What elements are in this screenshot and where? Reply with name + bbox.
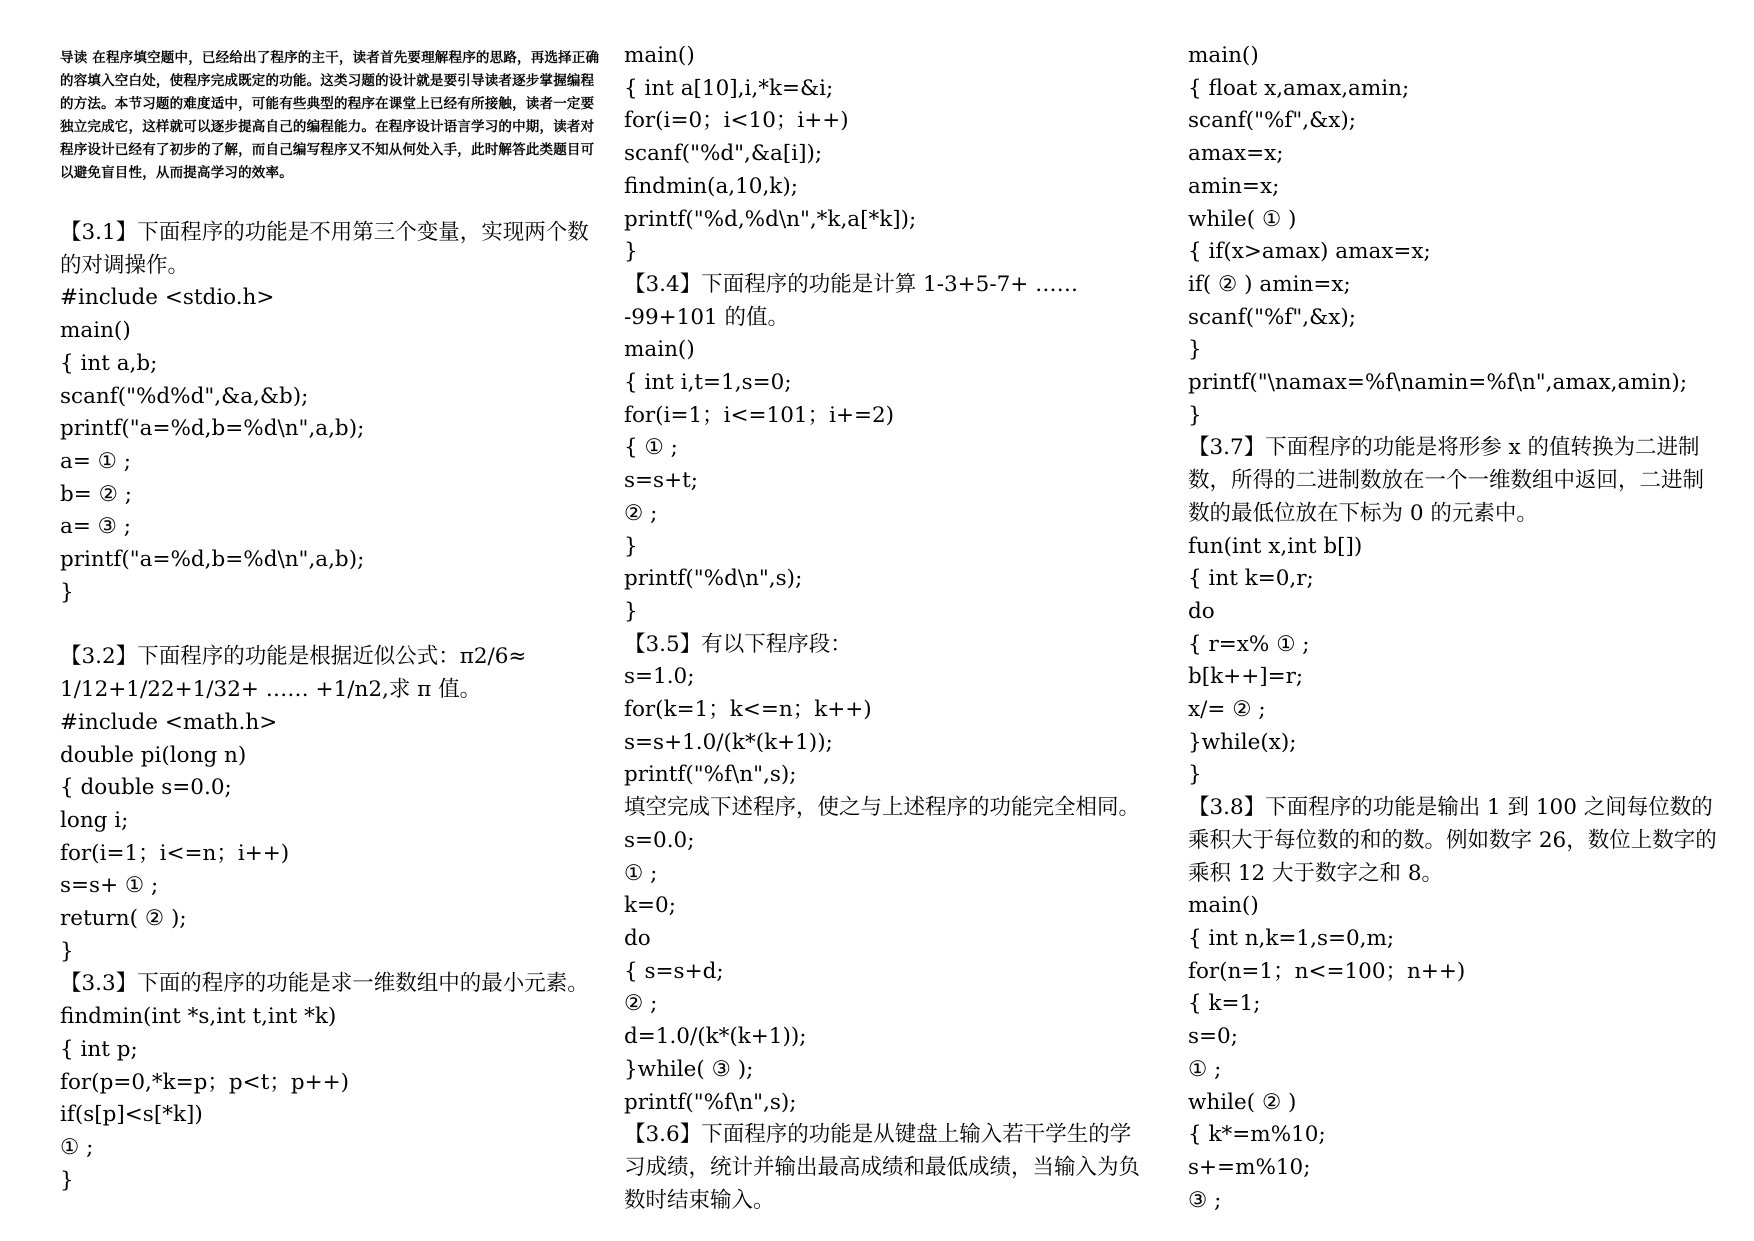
column-left	[60, 40, 600, 1197]
code-line: main()	[624, 43, 695, 68]
code-line: if(s[p]<s[*k])	[60, 1102, 203, 1128]
code-line: while( ① )	[1188, 206, 1297, 232]
code-line: ② ;	[624, 991, 658, 1017]
code-line: printf("%f\n",s);	[624, 762, 797, 788]
code-line: { int a,b;	[60, 350, 158, 376]
question-3-1	[60, 217, 600, 282]
code-line: #include <math.h>	[60, 709, 278, 735]
code-line: double pi(long n)	[60, 742, 247, 768]
code-line: scanf("%f",&x);	[1188, 108, 1356, 134]
code-line: }	[624, 598, 638, 624]
code-line: s=0.0;	[624, 827, 695, 853]
question-3-3	[60, 968, 600, 1001]
code-3-2	[60, 707, 600, 969]
question-3-5	[624, 629, 1164, 662]
code-line: b= ② ;	[60, 481, 132, 507]
question-text-line: 【3.7】下面程序的功能是将形参 x 的值转换为二进制	[1188, 435, 1700, 461]
code-line: s=s+ ① ;	[60, 873, 159, 899]
column-middle	[624, 40, 1164, 1217]
code-line: { float x,amax,amin;	[1188, 75, 1410, 101]
code-line: amax=x;	[1188, 141, 1284, 167]
code-line: { k=1;	[1188, 991, 1261, 1017]
code-line: }	[1188, 402, 1202, 428]
code-line: printf("a=%d,b=%d\n",a,b);	[60, 416, 365, 442]
question-text-line: 乘积大于每位数的和的数。例如数字 26，数位上数字的	[1188, 827, 1717, 853]
question-3-7	[1188, 432, 1736, 530]
code-line: s=s+1.0/(k*(k+1));	[624, 729, 833, 755]
question-text-line: 【3.1】下面程序的功能是不用第三个变量，实现两个数	[60, 220, 589, 245]
code-line: scanf("%d",&a[i]);	[624, 141, 823, 167]
code-3-7	[1188, 531, 1736, 793]
code-line: s=1.0;	[624, 664, 695, 690]
code-line: ① ;	[624, 860, 658, 886]
code-line: d=1.0/(k*(k+1));	[624, 1024, 807, 1050]
code-line: { s=s+d;	[624, 958, 724, 984]
code-3-3-main	[624, 40, 1164, 269]
code-line: fun(int x,int b[])	[1188, 533, 1363, 559]
code-line: do	[624, 925, 651, 951]
question-text-line: 【3.8】下面程序的功能是输出 1 到 100 之间每位数的	[1188, 795, 1713, 821]
code-line: s=s+t;	[624, 468, 698, 494]
code-line: { int a[10],i,*k=&i;	[624, 75, 834, 101]
code-line: { int i,t=1,s=0;	[624, 370, 792, 396]
code-line: }while(x);	[1188, 729, 1297, 755]
question-text-line: 数时结束输入。	[624, 1187, 775, 1213]
question-3-5-instruction	[624, 792, 1164, 825]
code-3-6	[1188, 40, 1736, 432]
code-line: printf("%f\n",s);	[624, 1089, 797, 1115]
spacer	[60, 185, 600, 217]
code-line: for(i=0；i<10；i++)	[624, 108, 849, 134]
code-3-4	[624, 334, 1164, 628]
code-line: b[k++]=r;	[1188, 664, 1304, 690]
question-text-line: 【3.3】下面的程序的功能是求一维数组中的最小元素。	[60, 971, 589, 997]
code-line: ③ ;	[1188, 1187, 1222, 1213]
question-text-line: 习成绩，统计并输出最高成绩和最低成绩，当输入为负	[624, 1154, 1141, 1180]
code-line: #include <stdio.h>	[60, 285, 275, 311]
code-3-3	[60, 1001, 600, 1197]
question-text-line: -99+101 的值。	[624, 304, 790, 330]
code-line: x/= ② ;	[1188, 697, 1266, 723]
code-line: { int p;	[60, 1036, 138, 1062]
code-line: printf("a=%d,b=%d\n",a,b);	[60, 547, 365, 573]
column-right	[1188, 40, 1736, 1217]
code-line: scanf("%d%d",&a,&b);	[60, 383, 309, 409]
code-line: { k*=m%10;	[1188, 1122, 1326, 1148]
question-text-line: 【3.2】下面程序的功能是根据近似公式：π2/6≈	[60, 644, 527, 670]
code-3-5-fill	[624, 825, 1164, 1119]
code-line: { int n,k=1,s=0,m;	[1188, 925, 1395, 951]
code-line: for(i=1；i<=n；i++)	[60, 840, 290, 866]
code-line: for(n=1；n<=100；n++)	[1188, 958, 1466, 984]
code-line: if( ② ) amin=x;	[1188, 271, 1351, 297]
code-line: main()	[624, 337, 695, 363]
code-line: { if(x>amax) amax=x;	[1188, 239, 1431, 265]
code-line: }	[60, 938, 74, 964]
code-line: s+=m%10;	[1188, 1154, 1311, 1180]
code-line: }	[624, 533, 638, 559]
code-3-1	[60, 282, 600, 609]
code-line: do	[1188, 598, 1215, 624]
code-line: while( ② )	[1188, 1089, 1297, 1115]
question-text-line: 的对调操作。	[60, 252, 190, 278]
code-line: }	[1188, 337, 1202, 363]
code-line: main()	[1188, 893, 1259, 919]
code-line: ① ;	[1188, 1056, 1222, 1082]
code-line: main()	[60, 318, 131, 344]
question-text-line: 填空完成下述程序，使之与上述程序的功能完全相同。	[624, 795, 1141, 821]
code-line: return( ② );	[60, 906, 187, 932]
code-line: for(k=1；k<=n；k++)	[624, 697, 872, 723]
question-text-line: 乘积 12 大于数字之和 8。	[1188, 860, 1444, 886]
question-3-4	[624, 269, 1164, 334]
intro-paragraph: 导读 在程序填空题中，已经给出了程序的主干，读者首先要理解程序的思路，再选择正确的容填入空白处，使程序完成既定的功能。这类习题的设计就是要引导读者逐步掌握编程的方法。本节习题的难度适中，可能有些典型的程序在课堂上已经有所接触，读者一定要独立完成它，这样就可以逐步提高自己的编程能力。在程序设计语言学习的中期，读者对程序设计已经有了初步的了解，而自己编写程序又不知从何处入手，此时解答此类题目可以避免盲目性，从而提高学习的效率。	[60, 50, 600, 181]
code-line: printf("%d,%d\n",*k,a[*k]);	[624, 206, 917, 232]
code-line: findmin(a,10,k);	[624, 173, 798, 199]
question-text-line: 数的最低位放在下标为 0 的元素中。	[1188, 500, 1538, 526]
question-text-line: 【3.4】下面程序的功能是计算 1-3+5-7+ ……	[624, 271, 1079, 297]
code-line: ② ;	[624, 500, 658, 526]
code-3-8	[1188, 890, 1736, 1217]
question-3-8	[1188, 792, 1736, 890]
code-line: for(i=1；i<=101；i+=2)	[624, 402, 895, 428]
code-line: printf("\namax=%f\namin=%f\n",amax,amin);	[1188, 370, 1688, 396]
question-3-2	[60, 641, 600, 706]
code-line: { double s=0.0;	[60, 775, 232, 801]
code-line: }while( ③ );	[624, 1056, 754, 1082]
question-text-line: 【3.6】下面程序的功能是从键盘上输入若干学生的学	[624, 1122, 1132, 1148]
code-line: long i;	[60, 807, 129, 833]
code-line: }	[1188, 762, 1202, 788]
code-line: }	[60, 1167, 74, 1193]
code-line: a= ① ;	[60, 448, 132, 474]
code-line: k=0;	[624, 893, 676, 919]
code-line: printf("%d\n",s);	[624, 566, 803, 592]
code-line: scanf("%f",&x);	[1188, 304, 1356, 330]
code-line: amin=x;	[1188, 173, 1280, 199]
code-3-5	[624, 661, 1164, 792]
code-line: { ① ;	[624, 435, 678, 461]
spacer	[60, 609, 600, 641]
code-line: for(p=0,*k=p；p<t；p++)	[60, 1069, 350, 1095]
code-line: ① ;	[60, 1134, 94, 1160]
question-3-6	[624, 1119, 1164, 1217]
code-line: findmin(int *s,int t,int *k)	[60, 1004, 337, 1030]
question-text-line: 1/12+1/22+1/32+ …… +1/n2,求 π 值。	[60, 677, 482, 703]
code-line: main()	[1188, 43, 1259, 68]
code-line: a= ③ ;	[60, 514, 132, 540]
code-line: { r=x% ① ;	[1188, 631, 1310, 657]
question-text-line: 数，所得的二进制数放在一个一维数组中返回，二进制	[1188, 468, 1705, 494]
code-line: s=0;	[1188, 1024, 1238, 1050]
code-line: }	[624, 239, 638, 265]
code-line: { int k=0,r;	[1188, 566, 1314, 592]
code-line: }	[60, 579, 74, 605]
question-text-line: 【3.5】有以下程序段：	[624, 631, 852, 657]
